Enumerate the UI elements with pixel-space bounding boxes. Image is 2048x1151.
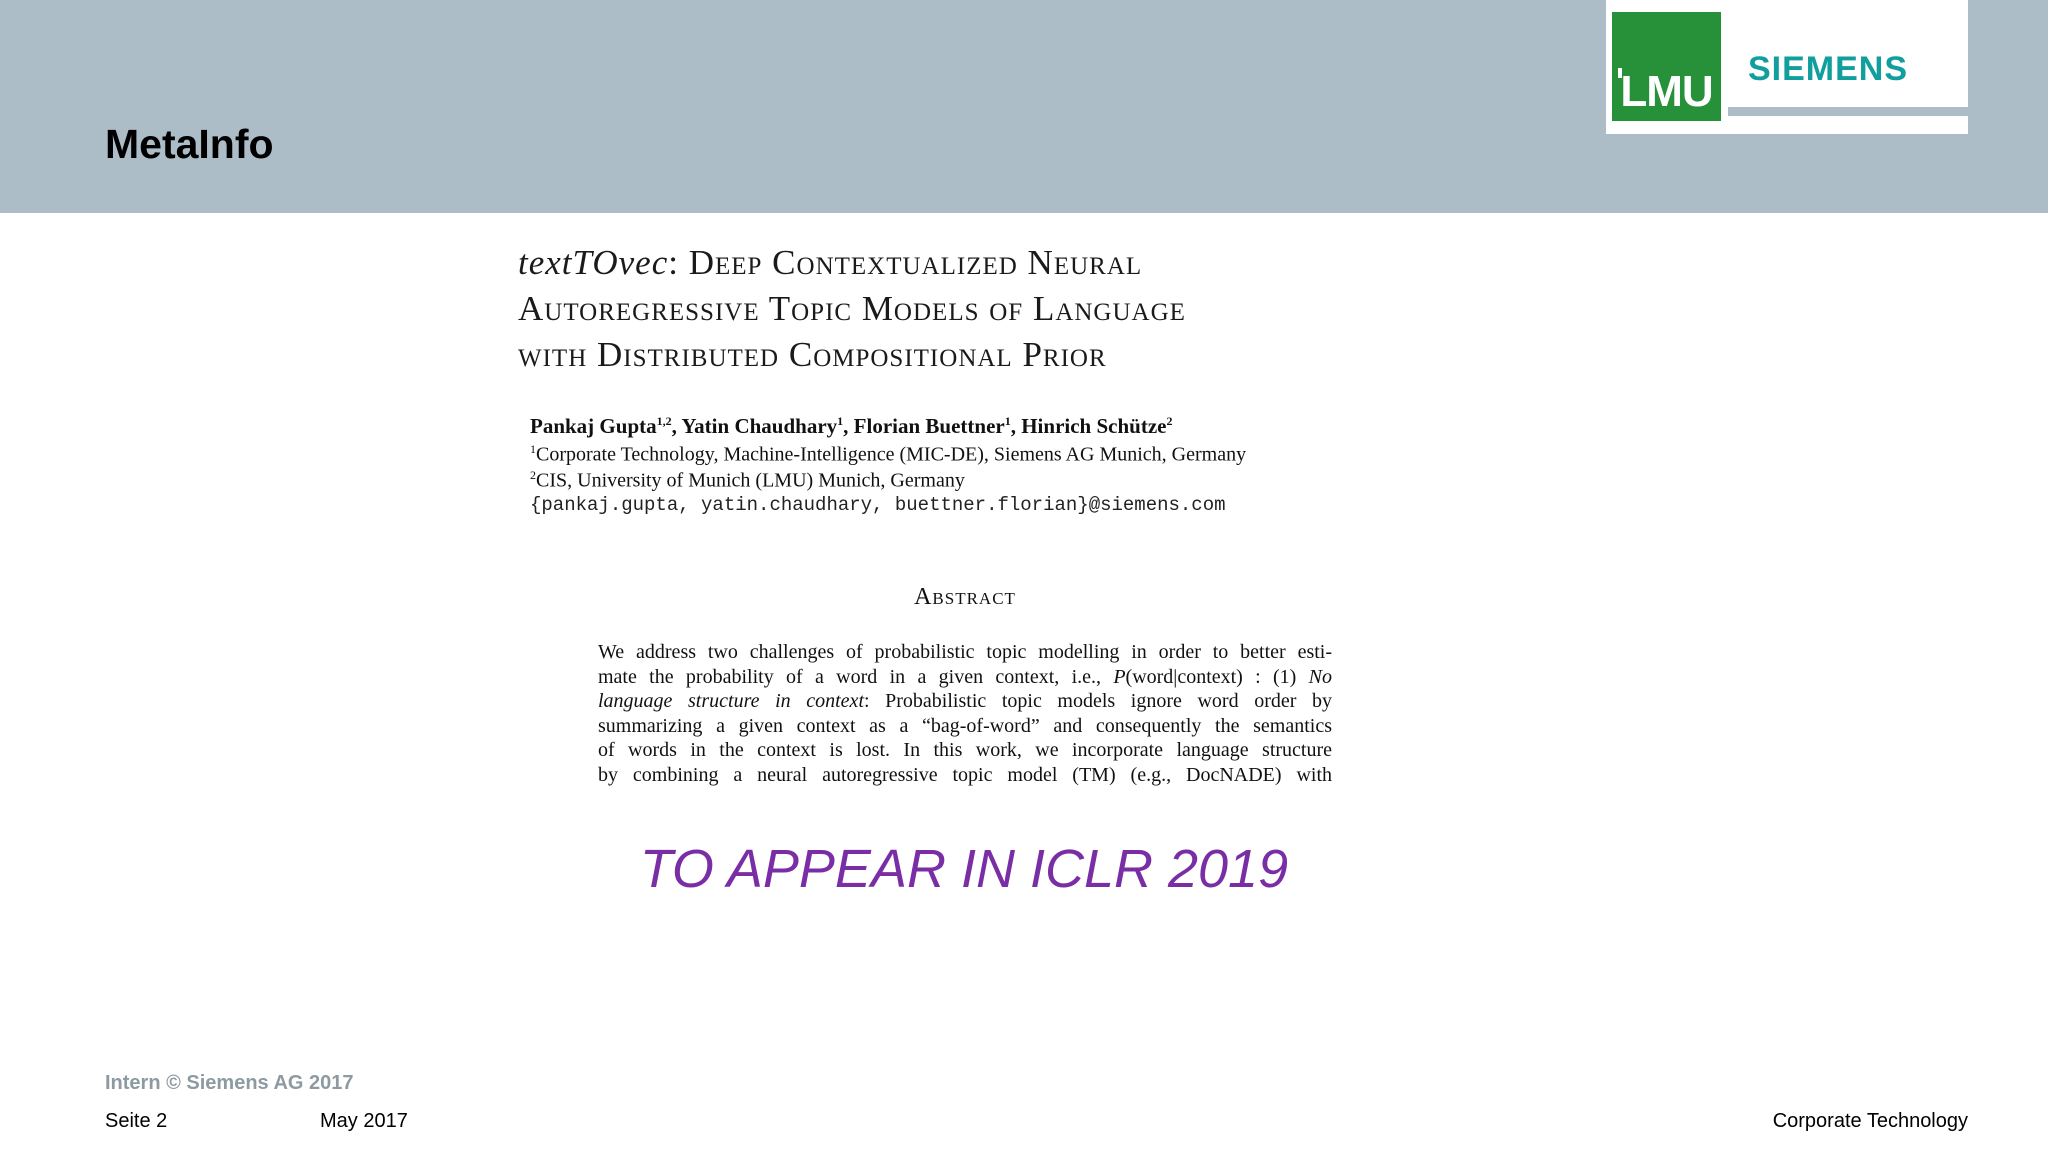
publication-notice: TO APPEAR IN ICLR 2019 bbox=[639, 839, 1289, 899]
footer-date: May 2017 bbox=[320, 1110, 408, 1132]
paper-title-line-2: Autoregressive Topic Models of Language bbox=[518, 289, 1186, 328]
paper-authors bbox=[530, 414, 1172, 439]
footer-page-number: Seite 2 bbox=[105, 1110, 168, 1132]
abstract-emphasis: language structure in context bbox=[598, 690, 864, 713]
paper-title-line-3: with Distributed Compositional Prior bbox=[518, 335, 1107, 374]
slide-title: MetaInfo bbox=[105, 121, 274, 167]
paper-title-line-1: : Deep Contextualized Neural bbox=[668, 243, 1143, 282]
logo-divider bbox=[1728, 107, 1968, 116]
lmu-logo-text: LMU bbox=[1620, 67, 1713, 116]
author-name: , Yatin Chaudhary bbox=[671, 414, 838, 438]
paper-title bbox=[518, 240, 1378, 378]
footer-copyright: Intern © Siemens AG 2017 bbox=[105, 1072, 354, 1094]
abstract-heading: Abstract bbox=[914, 584, 1016, 610]
affiliation-superscript: 2 bbox=[530, 468, 536, 482]
abstract-emphasis: No bbox=[1308, 665, 1333, 688]
author-superscript: 1,2 bbox=[656, 414, 672, 428]
abstract-line bbox=[598, 689, 1332, 714]
affiliation-1 bbox=[530, 442, 1246, 467]
author-emails: {pankaj.gupta, yatin.chaudhary, buettner.florian}@siemens.com bbox=[530, 494, 1226, 516]
abstract-line bbox=[598, 665, 1332, 690]
abstract-line: by combining a neural autoregressive topic model (TM) (e.g., DocNADE) with bbox=[598, 763, 1332, 786]
author-superscript: 1 bbox=[837, 414, 844, 428]
affiliation-2 bbox=[530, 468, 965, 493]
abstract-line: of words in the context is lost. In this work, we incorporate language structure bbox=[598, 739, 1332, 762]
abstract-text: (word|context) : (1) bbox=[1125, 665, 1309, 688]
affiliation-text: CIS, University of Munich (LMU) Munich, Germany bbox=[536, 469, 965, 492]
author-superscript: 2 bbox=[1166, 414, 1173, 428]
abstract-text: mate the probability of a word in a given context, i.e., bbox=[598, 665, 1114, 688]
lmu-logo bbox=[1612, 12, 1721, 121]
abstract-line: We address two challenges of probabilistic topic modelling in order to better esti- bbox=[598, 641, 1332, 663]
abstract-math: P bbox=[1113, 665, 1126, 688]
abstract-body bbox=[598, 640, 1332, 788]
abstract-text: : Probabilistic topic models ignore word order by bbox=[864, 690, 1332, 713]
affiliation-text: Corporate Technology, Machine-Intelligence (MIC-DE), Siemens AG Munich, Germany bbox=[536, 443, 1247, 466]
abstract-line: summarizing a given context as a “bag-of-word” and consequently the semantics bbox=[598, 714, 1332, 737]
footer-department: Corporate Technology bbox=[1772, 1110, 1968, 1132]
affiliation-superscript: 1 bbox=[530, 442, 536, 456]
paper-title-model-name: textTOvec bbox=[518, 243, 669, 282]
author-name: Pankaj Gupta bbox=[530, 414, 657, 438]
author-superscript: 1 bbox=[1004, 414, 1011, 428]
author-name: , Florian Buettner bbox=[843, 414, 1005, 438]
siemens-logo: SIEMENS bbox=[1748, 50, 1909, 88]
author-name: , Hinrich Schütze bbox=[1010, 414, 1167, 438]
